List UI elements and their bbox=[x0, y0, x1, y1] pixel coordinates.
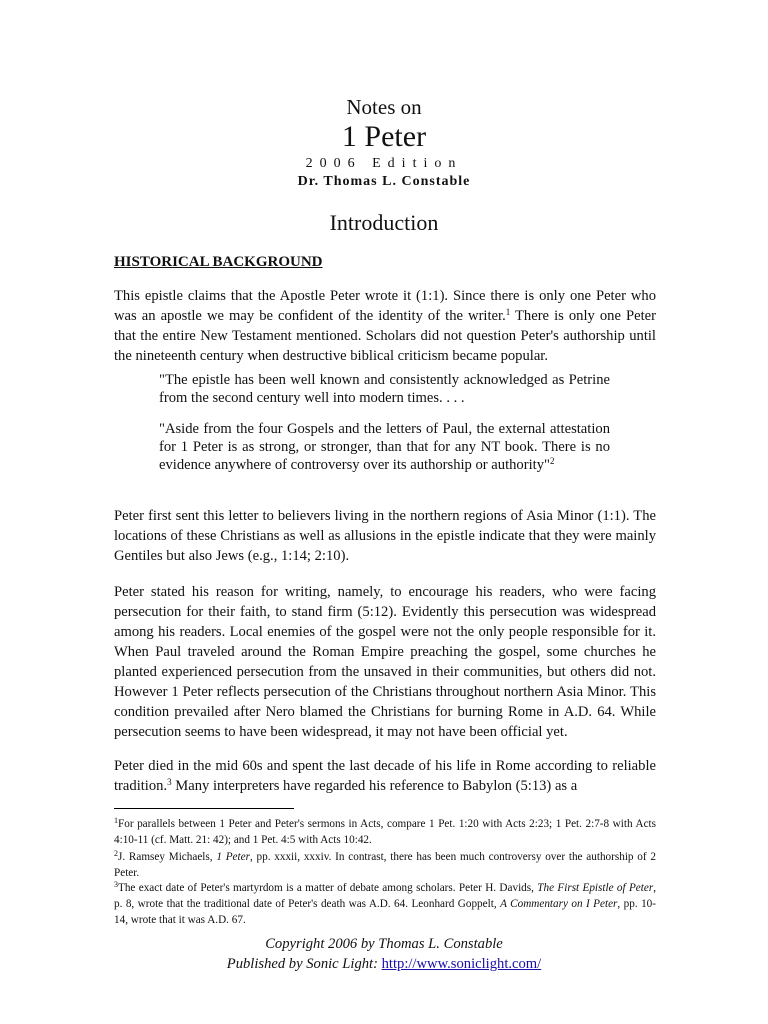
historical-background-heading: HISTORICAL BACKGROUND bbox=[114, 254, 323, 270]
copyright-footer bbox=[0, 934, 768, 974]
author-name: Dr. Thomas L. Constable bbox=[297, 174, 471, 189]
paragraph-recipients: Peter first sent this letter to believers living in the northern regions of Asia Minor (1:1). The locations of these Christians as well as allusions in the epistle indicate that they were mainly Gentiles but also Jews (e.g., 1:14; 2:10). bbox=[114, 508, 656, 564]
footnote-ref-3: 3 bbox=[167, 777, 172, 787]
paragraph-authorship: This epistle claims that the Apostle Peter wrote it (1:1). Since there is only one Peter who was an apostle we may be confident of the identity of the writer.$^1$ There is only one Peter that the entire New Testament mentioned. Scholars did not question Peter's authorship until the nineteenth century when destructive biblical criticism became popular. bbox=[114, 288, 656, 364]
copyright-line: Copyright 2006 by Thomas L. Constable bbox=[265, 936, 503, 952]
footnote-2: $^2$J. Ramsey Michaels, 1 Peter, pp. xxxii, xxxiv. In contrast, there has been much controversy over the authorship of 2 Peter. bbox=[114, 849, 656, 879]
notes-on-label: Notes on bbox=[346, 95, 422, 119]
footnote-ref-2: 2 bbox=[549, 456, 555, 466]
paragraph-peter-death: Peter died in the mid 60s and spent the last decade of his life in Rome according to reliable tradition.$^3$ Many interpreters have regarded his reference to Babylon (5:13) as a bbox=[114, 758, 656, 794]
quote-petrine: "The epistle has been well known and consistently acknowledged as Petrine from the second century well into modern times. . . . bbox=[159, 372, 610, 406]
edition-label: 2006 Edition bbox=[305, 156, 463, 171]
section-title: Introduction bbox=[329, 210, 439, 235]
quote-attestation: "Aside from the four Gospels and the letters of Paul, the external attestation for 1 Peter is as strong, or stronger, than that for any NT book. There is no evidence anywhere of controversy over its authorship or authority"$^2$ bbox=[159, 421, 610, 473]
footnote-3: $^3$The exact date of Peter's martyrdom is a matter of debate among scholars. Peter H. Davids, The First Epistle of Peter, p. 8, wrote that the traditional date of Peter's death was A.D. 64. Leonhard Goppelt, A Commentary on I Peter, pp. 10-14, wrote that it was A.D. 67. bbox=[114, 880, 657, 926]
publisher-link[interactable]: http://www.soniclight.com/ bbox=[381, 956, 542, 972]
footnote-1: $^1$For parallels between 1 Peter and Peter's sermons in Acts, compare 1 Pet. 1:20 with Acts 2:23; 1 Pet. 2:7-8 with Acts 4:10-11 (cf. Matt. 21: 42); and 1 Pet. 4:5 with Acts 10:42. bbox=[114, 816, 656, 846]
footnote-divider bbox=[114, 808, 294, 809]
book-title: 1 Peter bbox=[341, 120, 427, 153]
footnote-ref-1: 1 bbox=[505, 307, 511, 317]
publisher-line: Published by Sonic Light: http://www.soniclight.com/ bbox=[226, 956, 542, 972]
paragraph-persecution: Peter stated his reason for writing, namely, to encourage his readers, who were facing persecution for their faith, to stand firm (5:12). Evidently this persecution was widespread among his readers. Local enemies of the gospel were not the only people responsible for it. When Paul traveled around the Roman Empire preaching the gospel, some churches he planted experienced persecution from the unsaved in their communities, but others did not. However 1 Peter reflects persecution of the Christians throughout northern Asia Minor. This condition prevailed after Nero blamed the Christians for burning Rome in A.D. 64. While persecution seems to have been widespread, it may not have been official yet. bbox=[114, 584, 656, 740]
